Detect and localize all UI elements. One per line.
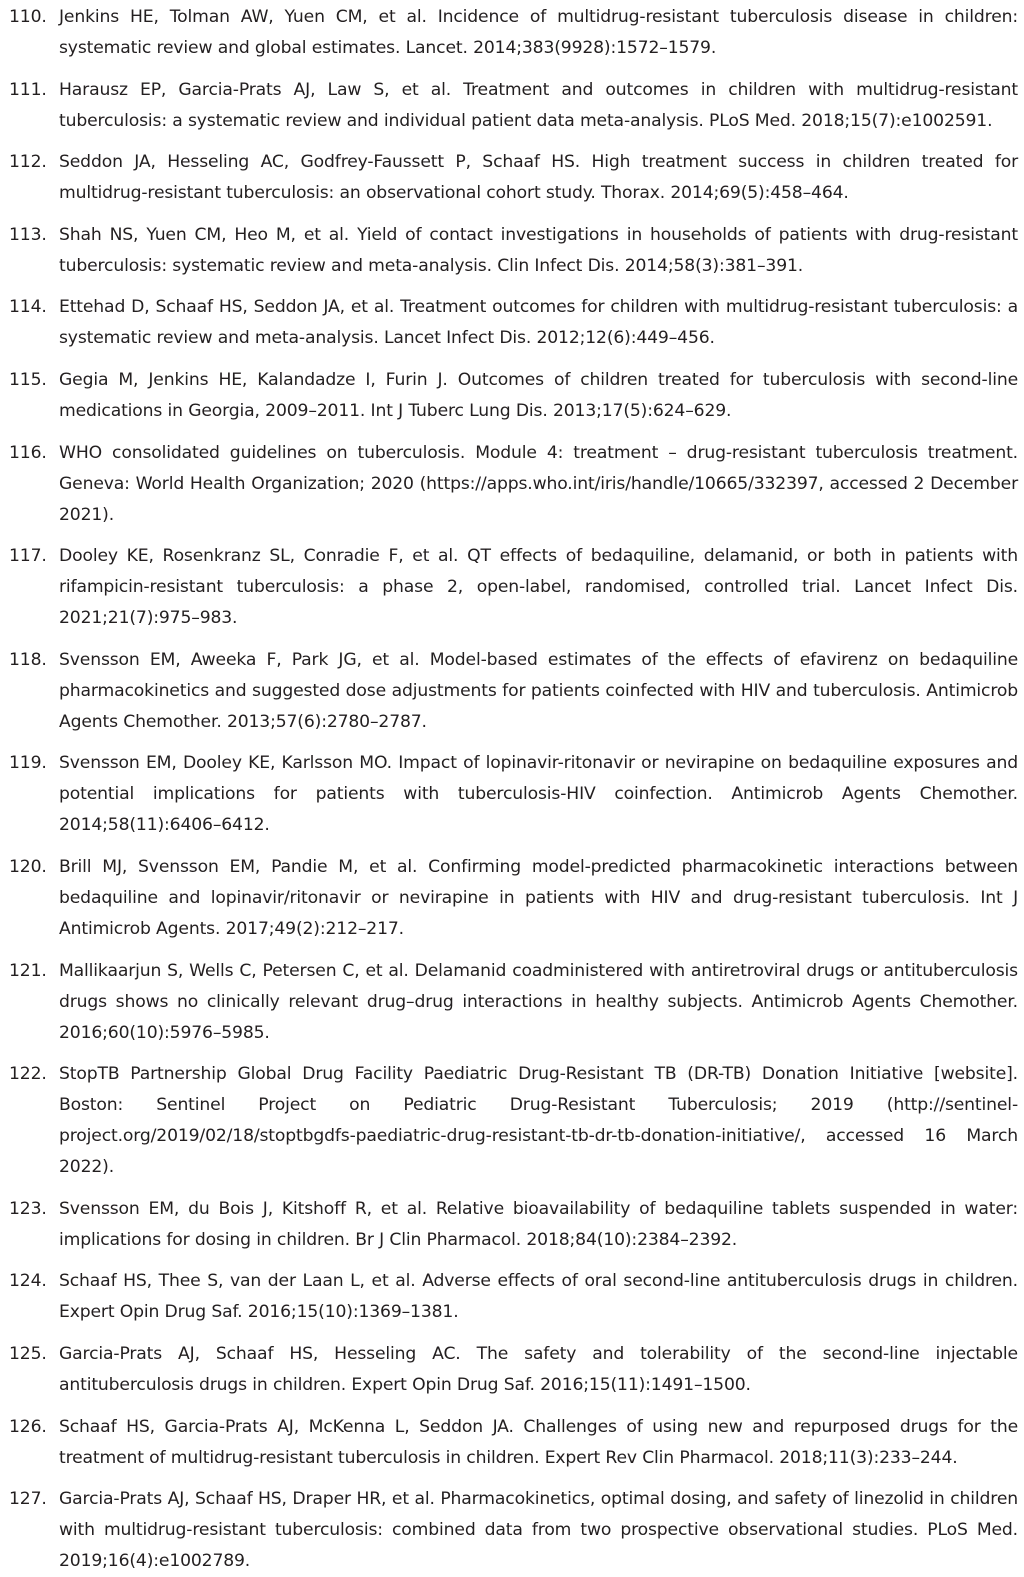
reference-number: 114. <box>9 297 47 318</box>
reference-number: 116. <box>9 442 47 463</box>
reference-item <box>9 365 1018 427</box>
reference-item <box>9 1059 1018 1183</box>
reference-item <box>9 1484 1018 1577</box>
reference-text: Harausz EP, Garcia-Prats AJ, Law S, et al. Treatment and outcomes in children with multidrug-resistant tuberculosis: a systematic review and individual patient data meta-analysis. PLoS Med. 2018;15(7):e1002591. <box>59 79 1018 131</box>
reference-item <box>9 2 1018 64</box>
reference-number: 119. <box>9 753 47 774</box>
reference-item <box>9 75 1018 137</box>
reference-list <box>9 2 1018 1577</box>
reference-text: Shah NS, Yuen CM, Heo M, et al. Yield of contact investigations in households of patients with drug-resistant tuberculosis: systematic review and meta-analysis. Clin Infect Dis. 2014;58(3):381–391. <box>59 224 1018 276</box>
reference-number: 117. <box>9 546 47 567</box>
reference-item <box>9 220 1018 282</box>
reference-text: Seddon JA, Hesseling AC, Godfrey-Faussett P, Schaaf HS. High treatment success in children treated for multidrug-resistant tuberculosis: an observational cohort study. Thorax. 2014;69(5):458–464. <box>59 152 1018 204</box>
reference-text: Svensson EM, Dooley KE, Karlsson MO. Impact of lopinavir-ritonavir or nevirapine on bedaquiline exposures and potential implications for patients with tuberculosis-HIV coinfection. Antimicrob Agents Chemother. 2014;58(11):6406–6412. <box>59 753 1018 836</box>
reference-text: Svensson EM, du Bois J, Kitshoff R, et al. Relative bioavailability of bedaquiline tablets suspended in water: implications for dosing in children. Br J Clin Pharmacol. 2018;84(10):2384–2392. <box>59 1198 1018 1250</box>
reference-text: StopTB Partnership Global Drug Facility Paediatric Drug-Resistant TB (DR-TB) Donation Initiative [website]. Boston: Sentinel Project on Pediatric Drug-Resistant Tuberculosis; 2019 (http://sentinel-project.org/2019/02/18/stoptbgdfs-paediatric-drug-resistant-tb-dr-tb-donation-initiative/, accessed 16 March 2022). <box>59 1064 1018 1178</box>
reference-item <box>9 147 1018 209</box>
reference-item <box>9 1266 1018 1328</box>
reference-number: 123. <box>9 1198 47 1219</box>
reference-item <box>9 645 1018 738</box>
reference-text: Svensson EM, Aweeka F, Park JG, et al. Model-based estimates of the effects of efavirenz on bedaquiline pharmacokinetics and suggested dose adjustments for patients coinfected with HIV and tuberculosis. Antimicrob Agents Chemother. 2013;57(6):2780–2787. <box>59 649 1018 732</box>
reference-number: 122. <box>9 1064 47 1085</box>
reference-text: Brill MJ, Svensson EM, Pandie M, et al. Confirming model-predicted pharmacokinetic interactions between bedaquiline and lopinavir/ritonavir or nevirapine in patients with HIV and drug-resistant tuberculosis. Int J Antimicrob Agents. 2017;49(2):212–217. <box>59 856 1018 939</box>
reference-text: Garcia-Prats AJ, Schaaf HS, Hesseling AC. The safety and tolerability of the second-line injectable antituberculosis drugs in children. Expert Opin Drug Saf. 2016;15(11):1491–1500. <box>59 1343 1018 1395</box>
reference-item <box>9 1194 1018 1256</box>
reference-item <box>9 292 1018 354</box>
reference-number: 124. <box>9 1271 47 1292</box>
reference-number: 127. <box>9 1489 47 1510</box>
reference-number: 111. <box>9 79 47 100</box>
reference-item <box>9 541 1018 634</box>
reference-text: Garcia-Prats AJ, Schaaf HS, Draper HR, et al. Pharmacokinetics, optimal dosing, and safety of linezolid in children with multidrug-resistant tuberculosis: combined data from two prospective observational studies. PLoS Med. 2019;16(4):e1002789. <box>59 1489 1018 1572</box>
reference-number: 112. <box>9 152 47 173</box>
reference-item <box>9 438 1018 531</box>
reference-number: 110. <box>9 7 47 27</box>
reference-number: 126. <box>9 1416 47 1437</box>
reference-number: 125. <box>9 1343 47 1364</box>
reference-item <box>9 852 1018 945</box>
reference-text: Schaaf HS, Garcia-Prats AJ, McKenna L, Seddon JA. Challenges of using new and repurposed drugs for the treatment of multidrug-resistant tuberculosis in children. Expert Rev Clin Pharmacol. 2018;11(3):233–244. <box>59 1416 1018 1468</box>
reference-item <box>9 748 1018 841</box>
reference-item <box>9 956 1018 1049</box>
reference-text: Gegia M, Jenkins HE, Kalandadze I, Furin J. Outcomes of children treated for tuberculosis with second-line medications in Georgia, 2009–2011. Int J Tuberc Lung Dis. 2013;17(5):624–629. <box>59 369 1018 421</box>
reference-text: Schaaf HS, Thee S, van der Laan L, et al. Adverse effects of oral second-line antituberculosis drugs in children. Expert Opin Drug Saf. 2016;15(10):1369–1381. <box>59 1271 1018 1323</box>
reference-text: Mallikaarjun S, Wells C, Petersen C, et al. Delamanid coadministered with antiretroviral drugs or antituberculosis drugs shows no clinically relevant drug–drug interactions in healthy subjects. Antimicrob Agents Chemother. 2016;60(10):5976–5985. <box>59 960 1018 1043</box>
reference-text: Jenkins HE, Tolman AW, Yuen CM, et al. Incidence of multidrug-resistant tuberculosis disease in children: systematic review and global estimates. Lancet. 2014;383(9928):1572–1579. <box>59 7 1018 58</box>
reference-number: 118. <box>9 649 47 670</box>
reference-text: Dooley KE, Rosenkranz SL, Conradie F, et al. QT effects of bedaquiline, delamanid, or both in patients with rifampicin-resistant tuberculosis: a phase 2, open-label, randomised, controlled trial. Lancet Infect Dis. 2021;21(7):975–983. <box>59 546 1018 629</box>
reference-item <box>9 1412 1018 1474</box>
reference-text: Ettehad D, Schaaf HS, Seddon JA, et al. Treatment outcomes for children with multidrug-resistant tuberculosis: a systematic review and meta-analysis. Lancet Infect Dis. 2012;12(6):449–456. <box>59 297 1018 349</box>
reference-number: 121. <box>9 960 47 981</box>
reference-number: 115. <box>9 369 47 390</box>
reference-text: WHO consolidated guidelines on tuberculosis. Module 4: treatment – drug-resistant tuberculosis treatment. Geneva: World Health Organization; 2020 (https://apps.who.int/iris/handle/10665/332397, accessed 2 December 2021). <box>59 442 1018 525</box>
reference-number: 113. <box>9 224 47 245</box>
reference-number: 120. <box>9 856 47 877</box>
reference-item <box>9 1339 1018 1401</box>
